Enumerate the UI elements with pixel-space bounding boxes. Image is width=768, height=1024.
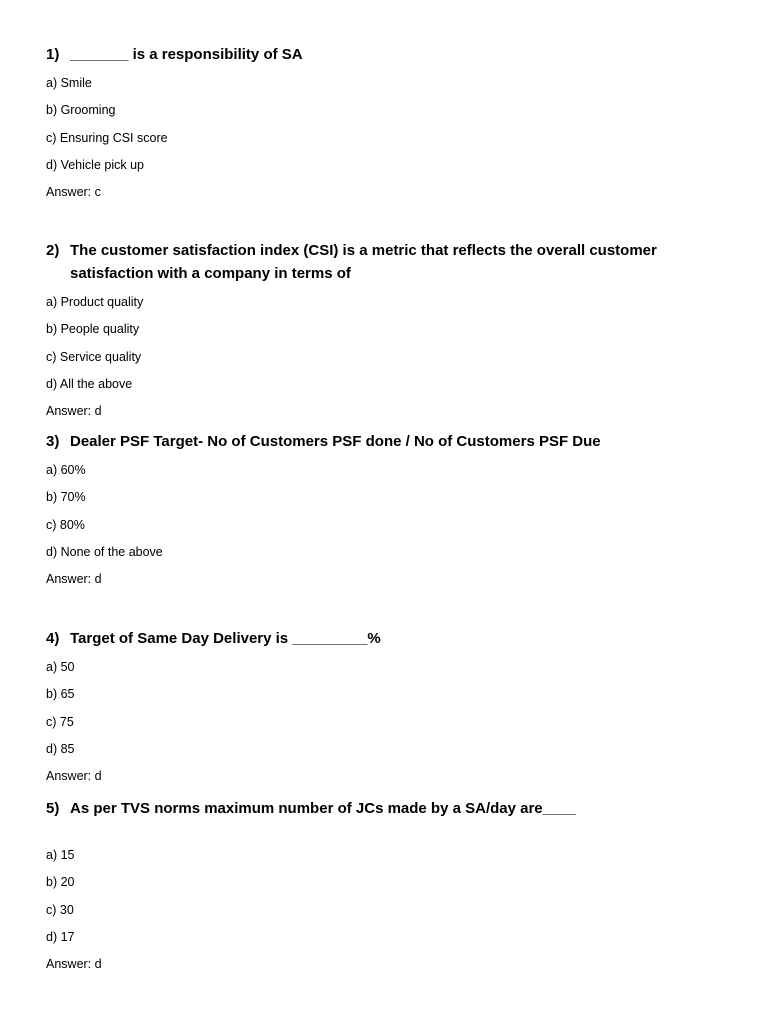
question-1-option-c: c) Ensuring CSI score: [46, 130, 168, 145]
question-1-option-a: a) Smile: [46, 76, 92, 90]
question-5-option-c: c) 30: [46, 902, 74, 917]
question-4-option-d: d) 85: [46, 741, 75, 756]
question-4-heading: [46, 627, 736, 650]
question-2-heading: [46, 239, 736, 285]
question-5-option-a: a) 15: [46, 848, 75, 862]
question-5: [46, 797, 736, 978]
question-3-text: Dealer PSF Target- No of Customers PSF done / No of Customers PSF Due: [70, 433, 601, 450]
question-1-number: 1): [46, 46, 60, 63]
question-2-option-a: a) Product quality: [46, 295, 144, 309]
question-5-option-d: d) 17: [46, 929, 75, 944]
question-1-answer: Answer: c: [46, 185, 101, 200]
question-4-option-c: c) 75: [46, 714, 74, 729]
question-5-heading: [46, 797, 736, 820]
question-1-option-b: b) Grooming: [46, 103, 116, 118]
question-3-answer: Answer: d: [46, 572, 102, 587]
question-1-option-d: d) Vehicle pick up: [46, 157, 144, 172]
question-2-number: 2): [46, 242, 60, 259]
question-4: [46, 627, 736, 790]
question-5-answer: Answer: d: [46, 957, 102, 972]
question-5-text: As per TVS norms maximum number of JCs made by a SA/day are____: [70, 800, 577, 817]
question-2-option-b: b) People quality: [46, 322, 140, 337]
question-2: [46, 239, 736, 425]
question-4-number: 4): [46, 630, 60, 647]
question-2-option-c: c) Service quality: [46, 349, 142, 364]
question-3-heading: [46, 430, 736, 453]
question-2-option-d: d) All the above: [46, 376, 133, 391]
question-3-option-d: d) None of the above: [46, 544, 163, 559]
question-5-option-b: b) 20: [46, 875, 75, 890]
question-5-number: 5): [46, 800, 60, 817]
question-3-option-b: b) 70%: [46, 490, 86, 505]
question-2-text: The customer satisfaction index (CSI) is a metric that reflects the overall customer satisfaction with a company in terms of: [70, 242, 657, 282]
question-3-number: 3): [46, 433, 60, 450]
question-1-heading: [46, 43, 736, 66]
question-4-option-a: a) 50: [46, 660, 75, 674]
question-4-answer: Answer: d: [46, 769, 102, 784]
question-4-text: Target of Same Day Delivery is _________%: [70, 630, 381, 647]
question-2-answer: Answer: d: [46, 404, 102, 419]
question-3: [46, 430, 736, 593]
question-1: [46, 43, 736, 206]
question-4-option-b: b) 65: [46, 687, 75, 702]
question-3-option-c: c) 80%: [46, 517, 85, 532]
question-3-option-a: a) 60%: [46, 463, 86, 477]
question-1-text: _______ is a responsibility of SA: [70, 46, 303, 63]
